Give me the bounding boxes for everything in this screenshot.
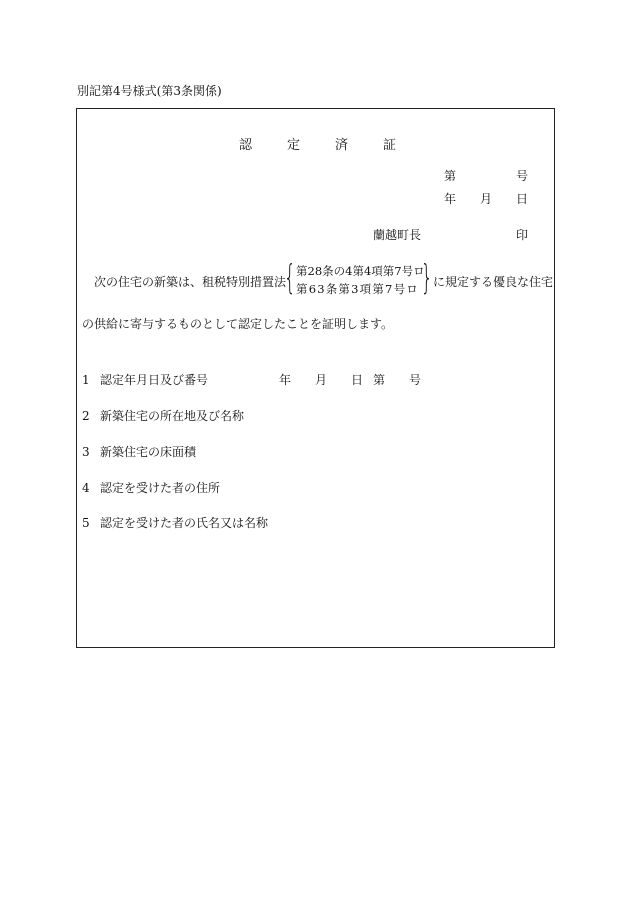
date-year: 年 bbox=[444, 192, 457, 206]
item-month: 月 bbox=[315, 373, 328, 387]
issuer-name: 蘭越町長 bbox=[373, 228, 422, 242]
body-intro: 次の住宅の新築は、租税特別措置法 bbox=[94, 275, 287, 289]
item-year: 年 bbox=[279, 373, 292, 387]
law-line-2: 第63条第3項第7号ロ bbox=[296, 282, 419, 296]
item-label: 認定を受けた者の住所 bbox=[100, 481, 221, 495]
item-number: 1 bbox=[82, 373, 90, 387]
item-label: 新築住宅の床面積 bbox=[100, 445, 197, 459]
certificate-frame bbox=[76, 108, 555, 648]
number-suffix: 号 bbox=[516, 169, 529, 183]
certificate-title bbox=[77, 134, 554, 153]
left-brace-icon: { bbox=[283, 258, 296, 298]
item-number: 2 bbox=[82, 409, 90, 423]
title-char-3: 済 bbox=[335, 138, 349, 153]
date-day: 日 bbox=[516, 192, 529, 206]
seal-mark: 印 bbox=[516, 228, 529, 242]
item-number-prefix: 第 bbox=[373, 373, 386, 387]
item-number: 4 bbox=[82, 481, 90, 495]
title-char-2: 定 bbox=[287, 138, 301, 153]
date-month: 月 bbox=[480, 192, 493, 206]
item-day: 日 bbox=[351, 373, 364, 387]
item-number: 3 bbox=[82, 445, 90, 459]
number-prefix: 第 bbox=[444, 169, 457, 183]
law-line-1: 第28条の4第4項第7号ロ bbox=[296, 264, 425, 278]
right-brace-icon: } bbox=[420, 258, 433, 298]
item-label: 認定年月日及び番号 bbox=[100, 373, 209, 387]
body-after: に規定する優良な住宅 bbox=[433, 275, 554, 289]
item-number: 5 bbox=[82, 516, 90, 530]
title-char-4: 証 bbox=[383, 138, 397, 153]
item-label: 新築住宅の所在地及び名称 bbox=[100, 409, 245, 423]
body-line-2: の供給に寄与するものとして認定したことを証明します。 bbox=[82, 317, 394, 331]
item-label: 認定を受けた者の氏名又は名称 bbox=[100, 516, 269, 530]
title-char-1: 認 bbox=[239, 138, 253, 153]
item-number-suffix: 号 bbox=[409, 373, 422, 387]
form-label: 別記第4号様式(第3条関係) bbox=[77, 84, 222, 98]
